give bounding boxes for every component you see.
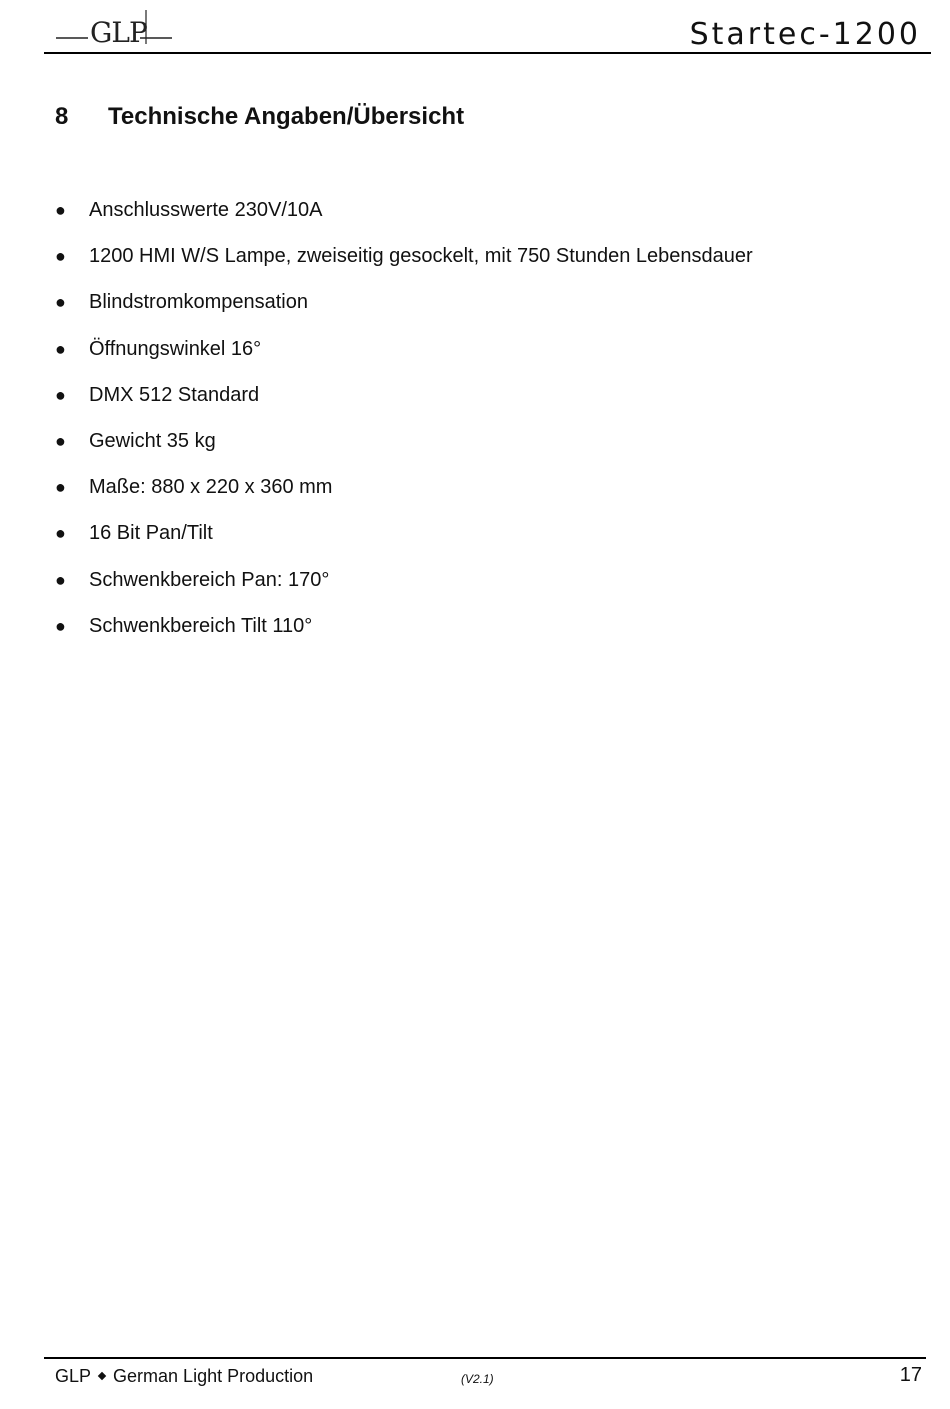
footer-version: (V2.1) [461,1372,494,1386]
footer-company-name: German Light Production [113,1366,314,1386]
spec-text: 16 Bit Pan/Tilt [89,522,213,545]
bullet-icon: ● [55,477,66,498]
bullet-icon: ● [55,200,66,220]
glp-logo [54,4,174,50]
spec-text: 1200 HMI W/S Lampe, zweiseitig gesockelt, mit 750 Stunden Lebensdauer [89,245,753,268]
header-divider [44,52,931,54]
page-number: 17 [899,1364,922,1386]
svg-text:GLP: GLP [90,16,147,49]
diamond-icon [98,1372,106,1380]
bullet-icon: ● [55,338,66,359]
bullet-icon: ● [55,292,66,313]
bullet-icon: ● [55,569,66,590]
section-number: 8 [55,103,69,130]
spec-text: Maße: 880 x 220 x 360 mm [89,476,333,499]
page-header [44,0,931,54]
section-heading [55,103,464,131]
spec-text: Öffnungswinkel 16° [89,337,262,360]
bullet-icon: ● [55,384,66,405]
spec-text: Anschlusswerte 230V/10A [89,199,323,221]
bullet-icon: ● [55,430,66,451]
footer-company [55,1366,313,1387]
document-title: Startec-1200 [689,17,921,52]
bullet-icon: ● [55,246,66,267]
spec-text: Blindstromkompensation [89,291,308,314]
bullet-icon: ● [55,615,66,636]
section-title: Technische Angaben/Übersicht [108,103,465,130]
spec-text: Schwenkbereich Pan: 170° [89,568,330,591]
footer-divider [44,1357,926,1359]
spec-text: Schwenkbereich Tilt 110° [89,614,313,637]
spec-text: Gewicht 35 kg [89,429,216,452]
spec-text: DMX 512 Standard [89,383,260,406]
footer-brand: GLP [55,1366,92,1386]
bullet-icon: ● [55,523,66,544]
